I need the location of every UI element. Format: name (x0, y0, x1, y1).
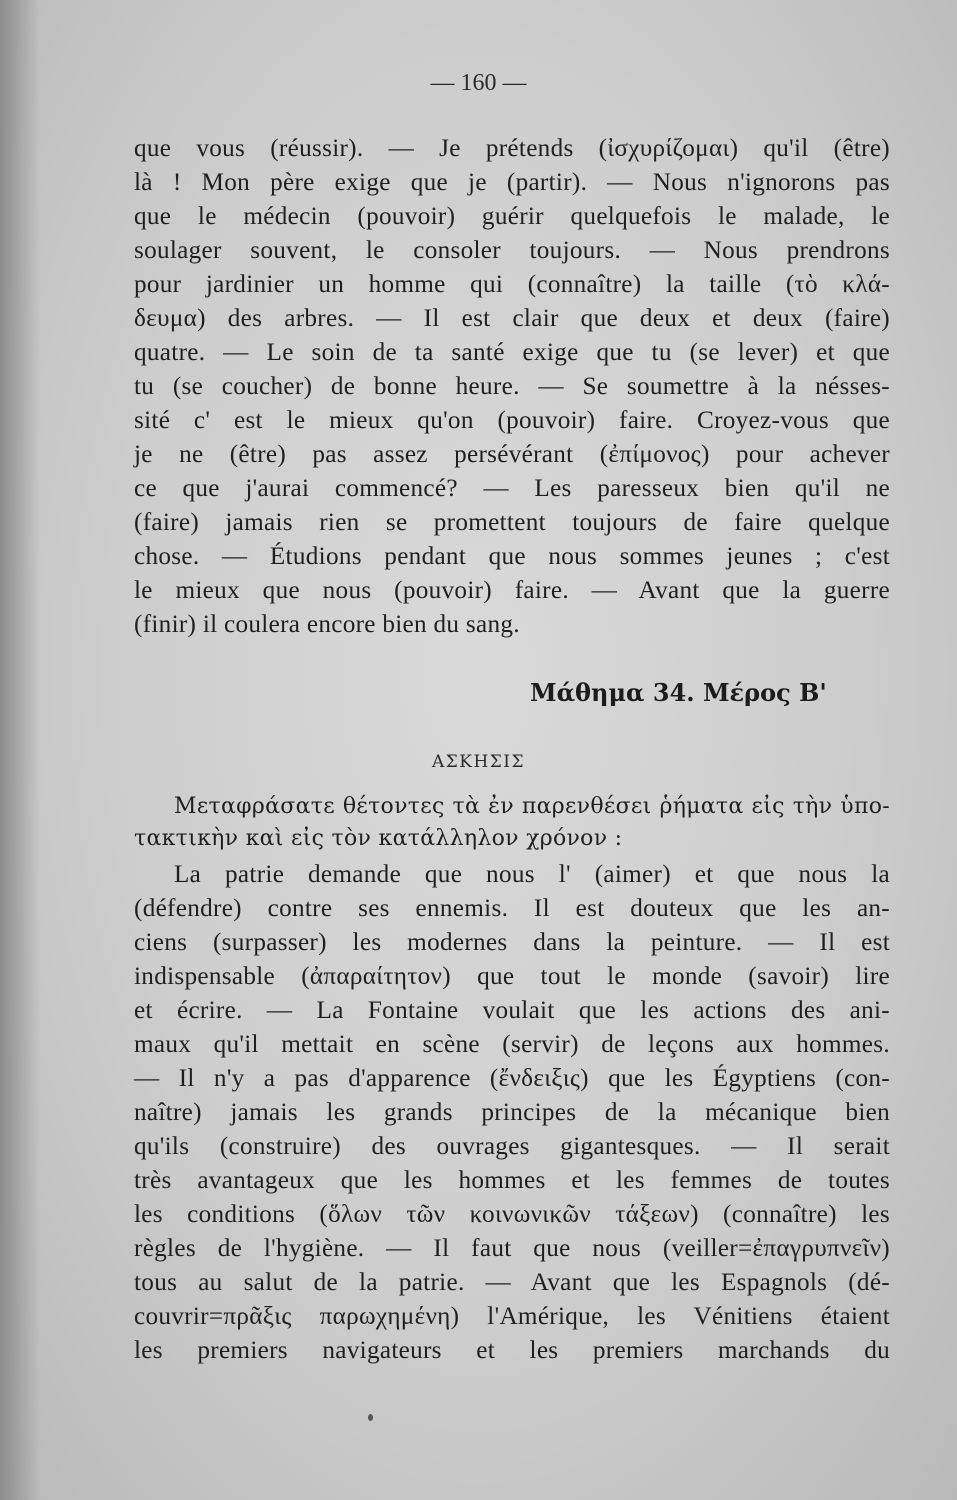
text-line: couvrir=πρᾶξις παρωχημένη) l'Amérique, les Vénitiens étaient (134, 1303, 890, 1330)
text-line: ce que j'aurai commencé? — Les paresseux bien qu'il ne (134, 475, 890, 502)
text-line: indispensable (ἀπαραίτητον) que tout le monde (savoir) lire (134, 963, 890, 990)
text-line: (finir) il coulera encore bien du sang. (134, 611, 520, 638)
text-line: les premiers navigateurs et les premiers marchands du (134, 1337, 890, 1364)
exercise-heading: ΑΣΚΗΣΙΣ (431, 752, 526, 772)
text-line: (faire) jamais rien se promettent toujours de faire quelque (134, 509, 890, 536)
text-line: tous au salut de la patrie. — Avant que les Espagnols (dé- (134, 1269, 890, 1296)
page-edge-shadow (0, 0, 40, 1500)
ink-speck (368, 1414, 373, 1421)
text-line: La patrie demande que nous l' (aimer) et que nous la (174, 861, 890, 888)
text-line: naître) jamais les grands principes de la mécanique bien (134, 1099, 890, 1126)
text-line: que le médecin (pouvoir) guérir quelquefois le malade, le (134, 203, 890, 230)
instruction-line: Μεταφράσατε θέτοντες τὰ ἐν παρενθέσει ῥήματα εἰς τὴν ὑπο- (174, 794, 890, 819)
text-line: tu (se coucher) de bonne heure. — Se soumettre à la nésses- (134, 373, 890, 400)
text-line: soulager souvent, le consoler toujours. — Nous prendrons (134, 237, 890, 264)
page-number: — 160 — (430, 70, 527, 96)
instruction-line: τακτικὴν καὶ εἰς τὸν κατάλληλον χρόνον : (134, 826, 623, 851)
text-line: quatre. — Le soin de ta santé exige que tu (se lever) et que (134, 339, 890, 366)
text-line: (défendre) contre ses ennemis. Il est douteux que les an- (134, 895, 890, 922)
text-line: sité c' est le mieux qu'on (pouvoir) faire. Croyez-vous que (134, 407, 890, 434)
text-line: qu'ils (construire) des ouvrages gigantesques. — Il serait (134, 1133, 890, 1160)
text-line: règles de l'hygiène. — Il faut que nous (veiller=ἐπαγρυπνεῖν) (134, 1235, 890, 1262)
text-line: pour jardinier un homme qui (connaître) la taille (τὸ κλά- (134, 271, 890, 298)
text-line: ciens (surpasser) les modernes dans la peinture. — Il est (134, 929, 890, 956)
text-line: — Il n'y a pas d'apparence (ἔνδειξις) que les Égyptiens (con- (134, 1065, 890, 1092)
text-line: là ! Mon père exige que je (partir). — Nous n'ignorons pas (134, 169, 890, 196)
text-line: je ne (être) pas assez persévérant (ἐπίμονος) pour achever (134, 441, 890, 468)
lesson-heading: Μάθημα 34. Μέρος Β' (530, 678, 827, 707)
text-line: et écrire. — La Fontaine voulait que les actions des ani- (134, 997, 890, 1024)
text-line: chose. — Étudions pendant que nous sommes jeunes ; c'est (134, 543, 890, 570)
text-line: que vous (réussir). — Je prétends (ἰσχυρίζομαι) qu'il (être) (134, 135, 890, 162)
text-line: les conditions (ὅλων τῶν κοινωνικῶν τάξεων) (connaître) les (134, 1201, 890, 1228)
text-line: très avantageux que les hommes et les femmes de toutes (134, 1167, 890, 1194)
text-line: δευμα) des arbres. — Il est clair que deux et deux (faire) (134, 305, 890, 332)
text-line: maux qu'il mettait en scène (servir) de leçons aux hommes. (134, 1031, 890, 1058)
text-line: le mieux que nous (pouvoir) faire. — Avant que la guerre (134, 577, 890, 604)
